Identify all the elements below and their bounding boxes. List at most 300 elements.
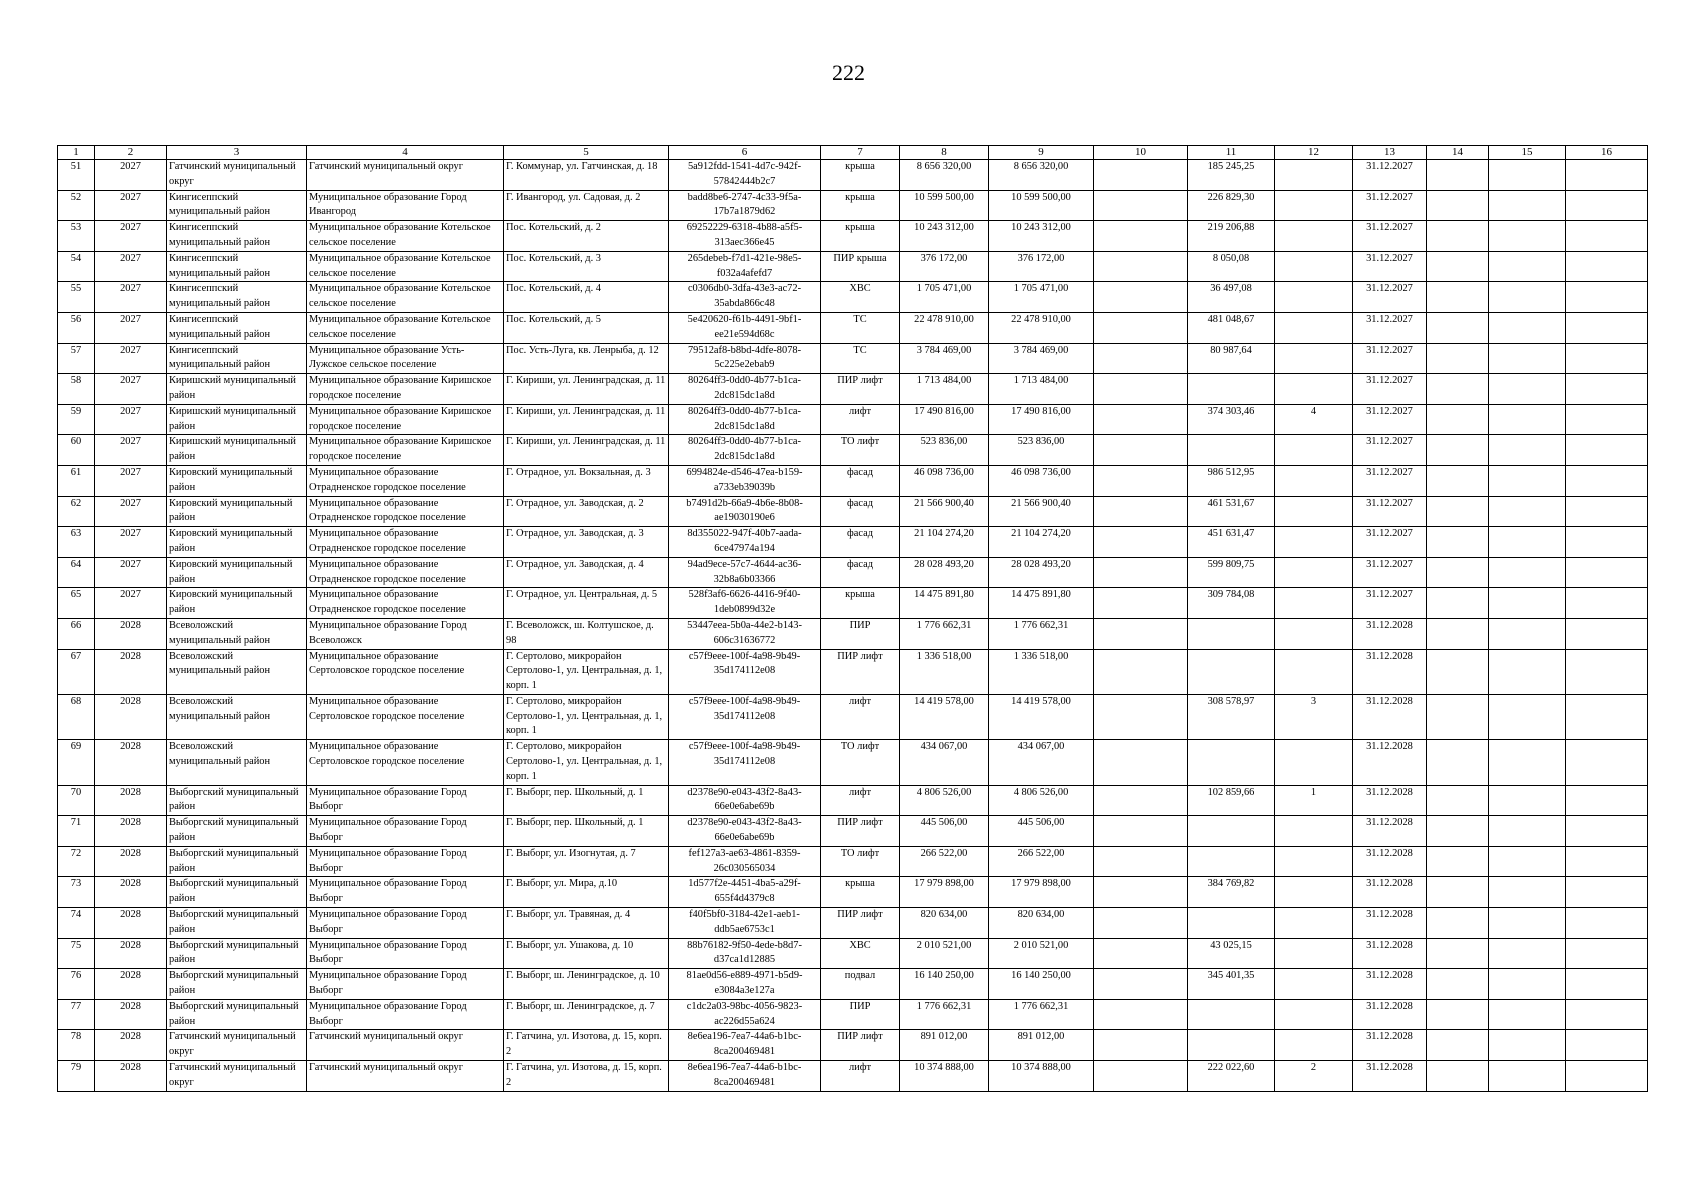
completion-date-cell: 31.12.2027 xyxy=(1353,160,1427,191)
work-type-cell: крыша xyxy=(821,160,900,191)
column-16-cell xyxy=(1566,785,1648,816)
municipality-cell: Муниципальное образование Усть-Лужское сельское поселение xyxy=(307,343,504,374)
column-14-cell xyxy=(1427,694,1489,739)
row-number-cell: 57 xyxy=(58,343,95,374)
house-code-cell: 6994824e-d546-47ea-b159-a733eb39039b xyxy=(669,465,821,496)
column-14-cell xyxy=(1427,282,1489,313)
specific-cost-cell: 226 829,30 xyxy=(1188,190,1275,221)
header-cell: 4 xyxy=(307,146,504,160)
lift-count-cell xyxy=(1275,374,1353,405)
total-cost-cell: 1 336 518,00 xyxy=(900,649,989,694)
specific-cost-cell: 599 809,75 xyxy=(1188,557,1275,588)
column-10-cell xyxy=(1094,846,1188,877)
year-cell: 2027 xyxy=(95,251,167,282)
row-number-cell: 59 xyxy=(58,404,95,435)
completion-date-cell: 31.12.2028 xyxy=(1353,694,1427,739)
column-16-cell xyxy=(1566,846,1648,877)
year-cell: 2027 xyxy=(95,588,167,619)
total-cost-cell: 10 243 312,00 xyxy=(900,221,989,252)
table-row xyxy=(58,908,1648,939)
specific-cost-cell: 185 245,25 xyxy=(1188,160,1275,191)
specific-cost-cell: 986 512,95 xyxy=(1188,465,1275,496)
header-cell: 8 xyxy=(900,146,989,160)
completion-date-cell: 31.12.2027 xyxy=(1353,374,1427,405)
column-14-cell xyxy=(1427,785,1489,816)
work-type-cell: ТО лифт xyxy=(821,435,900,466)
house-code-cell: c57f9eee-100f-4a98-9b49-35d174112e08 xyxy=(669,740,821,785)
completion-date-cell: 31.12.2028 xyxy=(1353,908,1427,939)
municipality-cell: Муниципальное образование Киришское городское поселение xyxy=(307,404,504,435)
year-cell: 2028 xyxy=(95,1061,167,1092)
address-cell: Г. Выборг, пер. Школьный, д. 1 xyxy=(504,785,669,816)
house-code-cell: 80264ff3-0dd0-4b77-b1ca-2dc815dc1a8d xyxy=(669,435,821,466)
specific-cost-cell: 222 022,60 xyxy=(1188,1061,1275,1092)
column-14-cell xyxy=(1427,740,1489,785)
lift-count-cell xyxy=(1275,557,1353,588)
table-row xyxy=(58,404,1648,435)
address-cell: Г. Гатчина, ул. Изотова, д. 15, корп. 2 xyxy=(504,1030,669,1061)
house-code-cell: 5a912fdd-1541-4d7c-942f-57842444b2c7 xyxy=(669,160,821,191)
district-cell: Всеволожский муниципальный район xyxy=(167,740,307,785)
column-14-cell xyxy=(1427,160,1489,191)
column-15-cell xyxy=(1489,527,1566,558)
total-cost-cell: 14 419 578,00 xyxy=(900,694,989,739)
lift-count-cell xyxy=(1275,251,1353,282)
table-row xyxy=(58,282,1648,313)
completion-date-cell: 31.12.2027 xyxy=(1353,221,1427,252)
municipality-cell: Муниципальное образование Сертоловское городское поселение xyxy=(307,649,504,694)
column-14-cell xyxy=(1427,649,1489,694)
house-code-cell: 94ad9ece-57c7-4644-ac36-32b8a6b03366 xyxy=(669,557,821,588)
work-type-cell: ХВС xyxy=(821,282,900,313)
year-cell: 2028 xyxy=(95,694,167,739)
column-14-cell xyxy=(1427,846,1489,877)
column-16-cell xyxy=(1566,816,1648,847)
table-body xyxy=(58,146,1648,1092)
header-cell: 16 xyxy=(1566,146,1648,160)
house-code-cell: d2378e90-e043-43f2-8a43-66e0e6abe69b xyxy=(669,816,821,847)
district-cell: Кировский муниципальный район xyxy=(167,465,307,496)
district-cell: Кингисеппский муниципальный район xyxy=(167,312,307,343)
specific-cost-cell xyxy=(1188,374,1275,405)
completion-date-cell: 31.12.2027 xyxy=(1353,282,1427,313)
completion-date-cell: 31.12.2028 xyxy=(1353,649,1427,694)
row-number-cell: 51 xyxy=(58,160,95,191)
municipality-cell: Муниципальное образование Город Выборг xyxy=(307,908,504,939)
column-15-cell xyxy=(1489,1030,1566,1061)
address-cell: Г. Выборг, ул. Ушакова, д. 10 xyxy=(504,938,669,969)
table-row xyxy=(58,785,1648,816)
work-type-cell: ПИР xyxy=(821,999,900,1030)
work-type-cell: лифт xyxy=(821,1061,900,1092)
row-number-cell: 61 xyxy=(58,465,95,496)
municipality-cell: Муниципальное образование Котельское сельское поселение xyxy=(307,282,504,313)
address-cell: Г. Ивангород, ул. Садовая, д. 2 xyxy=(504,190,669,221)
table-row xyxy=(58,527,1648,558)
lift-count-cell xyxy=(1275,435,1353,466)
year-cell: 2028 xyxy=(95,938,167,969)
row-number-cell: 66 xyxy=(58,618,95,649)
fund-cost-cell: 22 478 910,00 xyxy=(989,312,1094,343)
address-cell: Г. Коммунар, ул. Гатчинская, д. 18 xyxy=(504,160,669,191)
year-cell: 2028 xyxy=(95,969,167,1000)
column-15-cell xyxy=(1489,877,1566,908)
column-16-cell xyxy=(1566,527,1648,558)
house-code-cell: c1dc2a03-98bc-4056-9823-ac226d55a624 xyxy=(669,999,821,1030)
completion-date-cell: 31.12.2028 xyxy=(1353,740,1427,785)
fund-cost-cell: 17 490 816,00 xyxy=(989,404,1094,435)
column-10-cell xyxy=(1094,282,1188,313)
municipality-cell: Гатчинский муниципальный округ xyxy=(307,1061,504,1092)
table-row xyxy=(58,694,1648,739)
district-cell: Выборгский муниципальный район xyxy=(167,785,307,816)
district-cell: Гатчинский муниципальный округ xyxy=(167,1030,307,1061)
municipality-cell: Муниципальное образование Киришское городское поселение xyxy=(307,374,504,405)
work-type-cell: ХВС xyxy=(821,938,900,969)
row-number-cell: 71 xyxy=(58,816,95,847)
row-number-cell: 72 xyxy=(58,846,95,877)
column-10-cell xyxy=(1094,969,1188,1000)
column-14-cell xyxy=(1427,221,1489,252)
column-10-cell xyxy=(1094,649,1188,694)
completion-date-cell: 31.12.2027 xyxy=(1353,312,1427,343)
column-10-cell xyxy=(1094,999,1188,1030)
district-cell: Кировский муниципальный район xyxy=(167,496,307,527)
year-cell: 2027 xyxy=(95,343,167,374)
year-cell: 2027 xyxy=(95,557,167,588)
table-row xyxy=(58,465,1648,496)
column-10-cell xyxy=(1094,496,1188,527)
total-cost-cell: 1 705 471,00 xyxy=(900,282,989,313)
lift-count-cell xyxy=(1275,465,1353,496)
work-type-cell: подвал xyxy=(821,969,900,1000)
column-10-cell xyxy=(1094,343,1188,374)
district-cell: Выборгский муниципальный район xyxy=(167,908,307,939)
column-14-cell xyxy=(1427,465,1489,496)
column-10-cell xyxy=(1094,190,1188,221)
specific-cost-cell xyxy=(1188,846,1275,877)
table-row xyxy=(58,588,1648,619)
district-cell: Всеволожский муниципальный район xyxy=(167,618,307,649)
house-code-cell: 81ae0d56-e889-4971-b5d9-e3084a3e127a xyxy=(669,969,821,1000)
address-cell: Г. Отрадное, ул. Заводская, д. 2 xyxy=(504,496,669,527)
specific-cost-cell: 308 578,97 xyxy=(1188,694,1275,739)
total-cost-cell: 14 475 891,80 xyxy=(900,588,989,619)
lift-count-cell xyxy=(1275,160,1353,191)
column-16-cell xyxy=(1566,160,1648,191)
column-16-cell xyxy=(1566,588,1648,619)
row-number-cell: 73 xyxy=(58,877,95,908)
column-10-cell xyxy=(1094,221,1188,252)
completion-date-cell: 31.12.2028 xyxy=(1353,938,1427,969)
header-cell: 1 xyxy=(58,146,95,160)
address-cell: Г. Кириши, ул. Ленинградская, д. 11 xyxy=(504,404,669,435)
row-number-cell: 60 xyxy=(58,435,95,466)
table-row xyxy=(58,938,1648,969)
fund-cost-cell: 14 475 891,80 xyxy=(989,588,1094,619)
address-cell: Г. Выборг, ул. Травяная, д. 4 xyxy=(504,908,669,939)
header-cell: 5 xyxy=(504,146,669,160)
row-number-cell: 64 xyxy=(58,557,95,588)
year-cell: 2028 xyxy=(95,846,167,877)
header-cell: 11 xyxy=(1188,146,1275,160)
municipality-cell: Муниципальное образование Город Выборг xyxy=(307,969,504,1000)
work-type-cell: крыша xyxy=(821,877,900,908)
table-row xyxy=(58,740,1648,785)
column-10-cell xyxy=(1094,908,1188,939)
specific-cost-cell: 8 050,08 xyxy=(1188,251,1275,282)
district-cell: Кингисеппский муниципальный район xyxy=(167,343,307,374)
work-type-cell: ТС xyxy=(821,343,900,374)
table-row xyxy=(58,877,1648,908)
header-cell: 10 xyxy=(1094,146,1188,160)
total-cost-cell: 523 836,00 xyxy=(900,435,989,466)
work-type-cell: фасад xyxy=(821,465,900,496)
municipality-cell: Муниципальное образование Город Выборг xyxy=(307,846,504,877)
completion-date-cell: 31.12.2028 xyxy=(1353,785,1427,816)
total-cost-cell: 21 104 274,20 xyxy=(900,527,989,558)
municipality-cell: Муниципальное образование Город Выборг xyxy=(307,999,504,1030)
lift-count-cell xyxy=(1275,1030,1353,1061)
lift-count-cell xyxy=(1275,588,1353,619)
completion-date-cell: 31.12.2028 xyxy=(1353,816,1427,847)
table-row xyxy=(58,846,1648,877)
column-16-cell xyxy=(1566,282,1648,313)
column-16-cell xyxy=(1566,251,1648,282)
header-row xyxy=(58,146,1648,160)
address-cell: Пос. Котельский, д. 2 xyxy=(504,221,669,252)
total-cost-cell: 10 374 888,00 xyxy=(900,1061,989,1092)
district-cell: Кировский муниципальный район xyxy=(167,557,307,588)
completion-date-cell: 31.12.2027 xyxy=(1353,588,1427,619)
year-cell: 2028 xyxy=(95,785,167,816)
work-type-cell: ПИР лифт xyxy=(821,374,900,405)
work-type-cell: фасад xyxy=(821,496,900,527)
district-cell: Всеволожский муниципальный район xyxy=(167,649,307,694)
total-cost-cell: 17 979 898,00 xyxy=(900,877,989,908)
fund-cost-cell: 3 784 469,00 xyxy=(989,343,1094,374)
column-15-cell xyxy=(1489,694,1566,739)
row-number-cell: 55 xyxy=(58,282,95,313)
year-cell: 2028 xyxy=(95,816,167,847)
district-cell: Выборгский муниципальный район xyxy=(167,816,307,847)
header-cell: 6 xyxy=(669,146,821,160)
column-14-cell xyxy=(1427,343,1489,374)
specific-cost-cell: 219 206,88 xyxy=(1188,221,1275,252)
house-code-cell: 5e420620-f61b-4491-9bf1-ee21e594d68c xyxy=(669,312,821,343)
column-14-cell xyxy=(1427,908,1489,939)
header-cell: 7 xyxy=(821,146,900,160)
table-row xyxy=(58,496,1648,527)
address-cell: Г. Кириши, ул. Ленинградская, д. 11 xyxy=(504,374,669,405)
completion-date-cell: 31.12.2028 xyxy=(1353,969,1427,1000)
total-cost-cell: 434 067,00 xyxy=(900,740,989,785)
completion-date-cell: 31.12.2027 xyxy=(1353,404,1427,435)
address-cell: Г. Отрадное, ул. Заводская, д. 3 xyxy=(504,527,669,558)
address-cell: Г. Кириши, ул. Ленинградская, д. 11 xyxy=(504,435,669,466)
municipality-cell: Гатчинский муниципальный округ xyxy=(307,160,504,191)
district-cell: Кировский муниципальный район xyxy=(167,588,307,619)
column-15-cell xyxy=(1489,312,1566,343)
fund-cost-cell: 14 419 578,00 xyxy=(989,694,1094,739)
work-type-cell: крыша xyxy=(821,221,900,252)
row-number-cell: 53 xyxy=(58,221,95,252)
row-number-cell: 76 xyxy=(58,969,95,1000)
completion-date-cell: 31.12.2028 xyxy=(1353,1061,1427,1092)
column-15-cell xyxy=(1489,404,1566,435)
total-cost-cell: 1 776 662,31 xyxy=(900,999,989,1030)
total-cost-cell: 820 634,00 xyxy=(900,908,989,939)
specific-cost-cell xyxy=(1188,649,1275,694)
address-cell: Г. Отрадное, ул. Центральная, д. 5 xyxy=(504,588,669,619)
column-15-cell xyxy=(1489,999,1566,1030)
row-number-cell: 58 xyxy=(58,374,95,405)
column-14-cell xyxy=(1427,588,1489,619)
total-cost-cell: 17 490 816,00 xyxy=(900,404,989,435)
specific-cost-cell xyxy=(1188,1030,1275,1061)
column-15-cell xyxy=(1489,785,1566,816)
capital-repair-table xyxy=(57,145,1648,1092)
lift-count-cell xyxy=(1275,938,1353,969)
specific-cost-cell xyxy=(1188,618,1275,649)
district-cell: Киришский муниципальный район xyxy=(167,374,307,405)
total-cost-cell: 3 784 469,00 xyxy=(900,343,989,374)
completion-date-cell: 31.12.2027 xyxy=(1353,190,1427,221)
municipality-cell: Муниципальное образование Отрадненское городское поселение xyxy=(307,557,504,588)
year-cell: 2027 xyxy=(95,282,167,313)
lift-count-cell xyxy=(1275,649,1353,694)
column-10-cell xyxy=(1094,160,1188,191)
lift-count-cell: 4 xyxy=(1275,404,1353,435)
lift-count-cell xyxy=(1275,221,1353,252)
row-number-cell: 62 xyxy=(58,496,95,527)
column-10-cell xyxy=(1094,816,1188,847)
fund-cost-cell: 28 028 493,20 xyxy=(989,557,1094,588)
table-row xyxy=(58,969,1648,1000)
column-10-cell xyxy=(1094,877,1188,908)
municipality-cell: Муниципальное образование Сертоловское городское поселение xyxy=(307,694,504,739)
column-16-cell xyxy=(1566,465,1648,496)
lift-count-cell xyxy=(1275,312,1353,343)
specific-cost-cell xyxy=(1188,816,1275,847)
district-cell: Выборгский муниципальный район xyxy=(167,846,307,877)
table-row xyxy=(58,251,1648,282)
municipality-cell: Муниципальное образование Город Выборг xyxy=(307,785,504,816)
year-cell: 2027 xyxy=(95,374,167,405)
work-type-cell: лифт xyxy=(821,404,900,435)
year-cell: 2027 xyxy=(95,435,167,466)
fund-cost-cell: 523 836,00 xyxy=(989,435,1094,466)
column-16-cell xyxy=(1566,908,1648,939)
lift-count-cell xyxy=(1275,846,1353,877)
lift-count-cell: 3 xyxy=(1275,694,1353,739)
municipality-cell: Муниципальное образование Котельское сельское поселение xyxy=(307,221,504,252)
completion-date-cell: 31.12.2027 xyxy=(1353,527,1427,558)
lift-count-cell xyxy=(1275,527,1353,558)
lift-count-cell xyxy=(1275,282,1353,313)
column-15-cell xyxy=(1489,588,1566,619)
specific-cost-cell: 451 631,47 xyxy=(1188,527,1275,558)
municipality-cell: Муниципальное образование Город Ивангород xyxy=(307,190,504,221)
table-row xyxy=(58,312,1648,343)
column-16-cell xyxy=(1566,496,1648,527)
address-cell: Г. Выборг, ш. Ленинградское, д. 10 xyxy=(504,969,669,1000)
column-14-cell xyxy=(1427,190,1489,221)
district-cell: Выборгский муниципальный район xyxy=(167,938,307,969)
column-10-cell xyxy=(1094,785,1188,816)
house-code-cell: 80264ff3-0dd0-4b77-b1ca-2dc815dc1a8d xyxy=(669,374,821,405)
column-10-cell xyxy=(1094,694,1188,739)
row-number-cell: 74 xyxy=(58,908,95,939)
table-row xyxy=(58,816,1648,847)
district-cell: Выборгский муниципальный район xyxy=(167,877,307,908)
table-row xyxy=(58,999,1648,1030)
specific-cost-cell xyxy=(1188,435,1275,466)
fund-cost-cell: 17 979 898,00 xyxy=(989,877,1094,908)
column-16-cell xyxy=(1566,343,1648,374)
work-type-cell: ПИР лифт xyxy=(821,1030,900,1061)
work-type-cell: ПИР xyxy=(821,618,900,649)
column-16-cell xyxy=(1566,969,1648,1000)
year-cell: 2028 xyxy=(95,908,167,939)
column-15-cell xyxy=(1489,557,1566,588)
total-cost-cell: 22 478 910,00 xyxy=(900,312,989,343)
municipality-cell: Муниципальное образование Отрадненское городское поселение xyxy=(307,527,504,558)
address-cell: Г. Гатчина, ул. Изотова, д. 15, корп. 2 xyxy=(504,1061,669,1092)
address-cell: Г. Отрадное, ул. Заводская, д. 4 xyxy=(504,557,669,588)
column-10-cell xyxy=(1094,465,1188,496)
fund-cost-cell: 1 713 484,00 xyxy=(989,374,1094,405)
specific-cost-cell: 374 303,46 xyxy=(1188,404,1275,435)
table-row xyxy=(58,557,1648,588)
table-row xyxy=(58,435,1648,466)
fund-cost-cell: 46 098 736,00 xyxy=(989,465,1094,496)
header-cell: 12 xyxy=(1275,146,1353,160)
total-cost-cell: 266 522,00 xyxy=(900,846,989,877)
house-code-cell: 8d355022-947f-40b7-aada-6ce47974a194 xyxy=(669,527,821,558)
district-cell: Выборгский муниципальный район xyxy=(167,969,307,1000)
house-code-cell: c57f9eee-100f-4a98-9b49-35d174112e08 xyxy=(669,649,821,694)
total-cost-cell: 10 599 500,00 xyxy=(900,190,989,221)
district-cell: Киришский муниципальный район xyxy=(167,435,307,466)
fund-cost-cell: 1 776 662,31 xyxy=(989,618,1094,649)
completion-date-cell: 31.12.2027 xyxy=(1353,343,1427,374)
address-cell: Пос. Котельский, д. 3 xyxy=(504,251,669,282)
column-15-cell xyxy=(1489,251,1566,282)
column-10-cell xyxy=(1094,374,1188,405)
column-15-cell xyxy=(1489,846,1566,877)
work-type-cell: ТО лифт xyxy=(821,740,900,785)
year-cell: 2027 xyxy=(95,221,167,252)
work-type-cell: фасад xyxy=(821,557,900,588)
column-16-cell xyxy=(1566,557,1648,588)
column-14-cell xyxy=(1427,251,1489,282)
column-16-cell xyxy=(1566,694,1648,739)
work-type-cell: крыша xyxy=(821,190,900,221)
column-10-cell xyxy=(1094,740,1188,785)
row-number-cell: 56 xyxy=(58,312,95,343)
fund-cost-cell: 376 172,00 xyxy=(989,251,1094,282)
row-number-cell: 54 xyxy=(58,251,95,282)
total-cost-cell: 376 172,00 xyxy=(900,251,989,282)
address-cell: Г. Отрадное, ул. Вокзальная, д. 3 xyxy=(504,465,669,496)
column-16-cell xyxy=(1566,649,1648,694)
column-14-cell xyxy=(1427,999,1489,1030)
column-15-cell xyxy=(1489,969,1566,1000)
year-cell: 2028 xyxy=(95,618,167,649)
column-16-cell xyxy=(1566,618,1648,649)
row-number-cell: 70 xyxy=(58,785,95,816)
